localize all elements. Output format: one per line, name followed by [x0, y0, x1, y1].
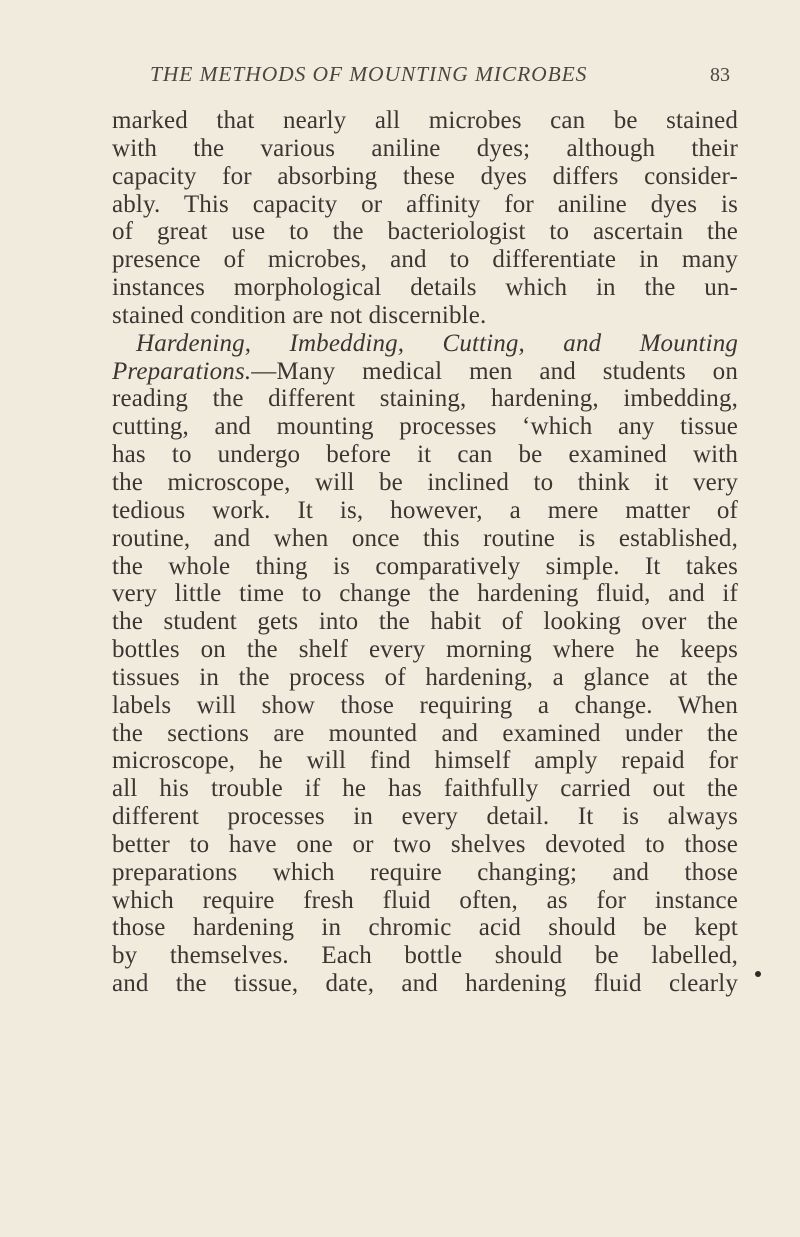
text-line: different processes in every detail. It is always [112, 803, 738, 831]
text-line: tissues in the process of hardening, a glance at the [112, 663, 738, 691]
text-line: reading the different staining, hardening, imbedding, [112, 385, 738, 413]
text-line: those hardening in chromic acid should be kept [112, 914, 738, 942]
text-line: stained condition are not discernible. [112, 301, 487, 329]
text-line: capacity for absorbing these dyes differs consider- [112, 162, 738, 190]
text-line-rest: —Many medical men and students on [251, 357, 738, 385]
text-line: ably. This capacity or affinity for aniline dyes is [112, 190, 738, 218]
text-line: bottles on the shelf every morning where he keeps [112, 636, 738, 664]
text-line: instances morphological details which in the un- [112, 274, 738, 302]
margin-mark [755, 971, 761, 977]
text-line: very little time to change the hardening fluid, and if [112, 580, 738, 608]
text-line: the whole thing is comparatively simple. It takes [112, 552, 738, 580]
text-line: preparations which require changing; and those [112, 858, 738, 886]
text-line: which require fresh fluid often, as for instance [112, 886, 738, 914]
running-head [150, 62, 730, 87]
text-line: Preparations.—Many medical men and students on [112, 357, 738, 385]
text-line: presence of microbes, and to differentiate in many [112, 246, 738, 274]
text-line: all his trouble if he has faithfully carried out the [112, 775, 738, 803]
text-line: cutting, and mounting processes ‘which any tissue [112, 413, 738, 441]
text-line: tedious work. It is, however, a mere matter of [112, 496, 738, 524]
text-line: with the various aniline dyes; although their [112, 134, 738, 162]
text-line: the microscope, will be inclined to think it very [112, 468, 738, 496]
text-line: routine, and when once this routine is established, [112, 524, 738, 552]
text-line: labels will show those requiring a change. When [112, 691, 738, 719]
text-line: and the tissue, date, and hardening fluid clearly [112, 970, 738, 998]
text-line: the sections are mounted and examined under the [112, 719, 738, 747]
text-line: by themselves. Each bottle should be labelled, [112, 942, 738, 970]
running-head-title: THE METHODS OF MOUNTING MICROBES [150, 62, 588, 86]
section-heading: Hardening, Imbedding, Cutting, and Mounting [136, 329, 738, 357]
text-line: marked that nearly all microbes can be stained [112, 107, 738, 134]
page-number: 83 [710, 64, 730, 86]
text-line: better to have one or two shelves devoted to those [112, 830, 738, 858]
text-line: microscope, he will find himself amply repaid for [112, 747, 738, 775]
text-line: has to undergo before it can be examined with [112, 441, 738, 469]
text-line: of great use to the bacteriologist to ascertain the [112, 218, 738, 246]
body-text [112, 107, 738, 998]
text-line: the student gets into the habit of looking over the [112, 608, 738, 636]
